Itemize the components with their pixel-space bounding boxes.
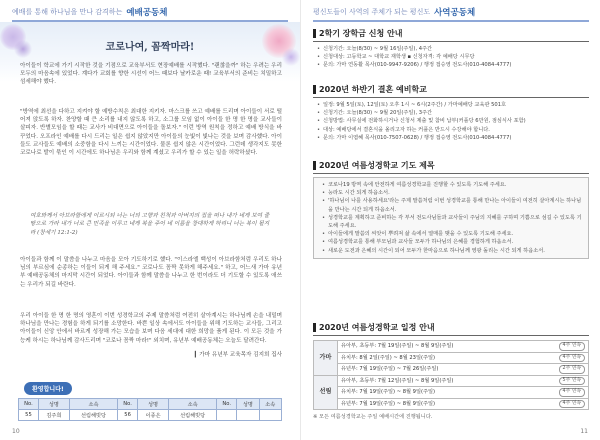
table-row — [19, 410, 282, 421]
duration-badge: 4주 연속 — [559, 400, 585, 409]
article-title: 코로나여, 꼼짝마라! — [105, 42, 195, 53]
table-cell: 김주희 — [38, 410, 69, 421]
prayer-section — [313, 160, 589, 259]
scholarship-section — [313, 28, 589, 70]
right-header-title: 사역공동체 — [434, 8, 476, 18]
table-cell: 선림해빗당 — [69, 410, 117, 421]
duration-badge: 2주 연속 — [559, 365, 585, 374]
schedule-section — [313, 322, 589, 420]
wedding-school-list — [313, 101, 589, 142]
welcome-col-name: 성명 — [138, 399, 169, 410]
duration-badge: 4주 연속 — [559, 388, 585, 397]
article-signature: ▎가마 유년부 교육목자 김지희 집사 — [194, 352, 282, 358]
table-cell — [259, 410, 281, 421]
list-item: • 여름성경학교를 통해 부모님과 교사들 모두가 하나님의 은혜를 경험하게 하옵소서. — [322, 238, 582, 246]
table-row — [314, 398, 589, 410]
wedding-school-section — [313, 84, 589, 142]
table-cell: 이종은 — [138, 410, 169, 421]
schedule-cell: 유치부: 8월 2일(주일) ~ 8월 23일(주일) 4주 연속 — [338, 352, 589, 364]
welcome-badge: 환영합니다! — [24, 382, 72, 395]
duration-badge: 4주 연속 — [559, 342, 585, 351]
table-row — [314, 387, 589, 399]
welcome-col-no: No. — [118, 399, 138, 410]
table-cell — [217, 410, 237, 421]
welcome-col-name: 성명 — [237, 399, 259, 410]
section-title: 2학기 장학금 신청 안내 — [313, 28, 589, 39]
list-item: • 일정: 9월 5일(토), 12일(토) 오후 1시 ~ 6시(2주간) / 가마예배당 교육관 501호 — [317, 101, 589, 109]
left-header — [12, 4, 167, 20]
welcome-col-no: No. — [217, 399, 237, 410]
schedule-cell: 유년부: 7월 19일(주일) ~ 7월 26일(주일) 2주 연속 — [338, 364, 589, 376]
right-header — [313, 4, 475, 20]
section-divider — [313, 335, 589, 336]
list-item: • 아이들에게 말씀의 씨앗이 뿌려져 삶 속에서 열매를 맺을 수 있도록 기도해 주세요. — [322, 230, 582, 238]
table-row — [314, 341, 589, 353]
schedule-note: ※ 모든 여름성경학교는 주일 예배시간에 진행됩니다. — [313, 414, 433, 420]
schedule-table — [313, 340, 589, 410]
list-item: • 문의: 가마 연동활 목사(010-9947-9206) / 행정 접승영 전도사(010-4084-4777) — [317, 61, 589, 69]
schedule-cell: 유치부: 7월 19일(주일) ~ 8월 9일(주일) 4주 연속 — [338, 387, 589, 399]
schedule-cell: 유아부, 초등부: 7월 12일(주일) ~ 8월 9일(주일) 5주 연속 — [338, 375, 589, 387]
duration-badge: 5주 연속 — [559, 377, 585, 386]
table-row — [314, 352, 589, 364]
welcome-col-dept: 소속 — [69, 399, 117, 410]
table-row — [314, 364, 589, 376]
list-item: • 신청기간: 오늘(8/30) ~ 9월 16일(주일), 4주간 — [317, 45, 589, 53]
left-header-title: 예배공동체 — [126, 8, 168, 18]
right-page — [300, 0, 600, 440]
section-divider — [313, 97, 589, 98]
prayer-list — [318, 181, 582, 255]
welcome-col-name: 성명 — [38, 399, 69, 410]
welcome-col-dept: 소속 — [259, 399, 281, 410]
list-item: • 문의: 가마 이엽혜 목사(010-7507-0628) / 행정 접승영 전도사(010-4084-4777) — [317, 134, 589, 142]
list-item: • '하나님이 나를 사용하세요'라는 주제 말씀처럼 이번 성경학교를 통해 만나는 아이들이 여전히 살아계시는 하나님을 만나는 시간 되게 하옵소서. — [322, 197, 582, 213]
page-number-left: 10 — [12, 428, 20, 435]
welcome-section — [18, 376, 282, 421]
welcome-table — [18, 398, 282, 421]
welcome-col-no: No. — [19, 399, 39, 410]
article-paragraph-3: 아이들과 함께 이 말씀을 나누고 마음을 모아 기도하기로 했다. "이스라엘 백성이 아브라함처럼 우리도 하나님의 부르심에 순종하는 이들이 되게 해 주세요." 코로나도 꼼짝 못하게 해주세요." 하고, 어느새 가마 유년부 예배공동체의 마지막 시간이 되었다. 아이들과 함께 말씀을 나누고 한 번이라도 더 기도할 수 있도록 애쓰는 우리가 되길 바란다. — [20, 257, 282, 288]
schedule-cell: 유아부, 초등부: 7월 19일(주일) ~ 8월 9일(주일) 4주 연속 — [338, 341, 589, 353]
table-cell: 56 — [118, 410, 138, 421]
article-paragraph-1: 아이들이 학교에 가기 시작한 것을 기점으로 교육부서도 현장예배를 시작했다. "괜찮을까" 하는 우려는 우리 모두의 마음속에 있었다. 계다가 교회를 향한 시선이 어느 때보다 날카로운 때! 교육부서의 준비는 치밀하고 섬세해야 했다. — [20, 63, 282, 86]
left-header-tag: 예배를 통해 하나님을 만나 감격하는 — [12, 8, 123, 16]
right-header-tag: 평신도들이 사역의 주체가 되는 평신도 — [313, 8, 431, 16]
section-divider — [313, 41, 589, 42]
table-cell: 55 — [19, 410, 39, 421]
right-header-line — [313, 20, 589, 22]
list-item: • 새로운 도전과 은혜의 시간이 되어 모두가 한마음으로 하나님께 영광 돌리는 시간 되게 하옵소서. — [322, 247, 582, 255]
table-cell: 선림해빗당 — [169, 410, 217, 421]
welcome-col-dept: 소속 — [169, 399, 217, 410]
article-paragraph-4: 우리 아이들 한 명 한 명의 영혼이 이번 성경학교의 주제 말씀처럼 여전히 살아계시는 하나님께 손을 내밀며 하나님을 만나는 경험을 하게 되기를 소망한다. 바쁜 일상 속에서도 아이들을 위해 기도하는 교사들, 그리고 아이들이 신앙 안에서 바르게 성장해 가는 모습을 보며 다음 세대에 대한 희망을 품게 된다. 이 모든 것을 가능케 하시는 하나님께 감사드리며 "코로나 꼼짝 마라!" 외치며, 유년부 예배공동체는 오늘도 달려간다. — [20, 313, 282, 344]
page-number-right: 11 — [580, 428, 588, 435]
schedule-group-label: 선림 — [314, 375, 338, 410]
schedule-cell: 유년부: 7월 19일(주일) ~ 8월 9일(주일) 4주 연속 — [338, 398, 589, 410]
scripture-verse: 여호와께서 아브라함에게 이르시되 너는 너의 고향과 친척과 아버지의 집을 떠나 내가 네게 보여 줄 땅으로 가라 내가 너로 큰 민족을 이루고 네게 복을 주어 네 이름을 창대하게 하리니 너는 복이 될지라 (창세기 12:1-2) — [30, 213, 270, 236]
section-title: 2020년 하반기 결혼 예비학교 — [313, 84, 589, 95]
table-row — [314, 375, 589, 387]
section-title: 2020년 여름성경학교 기도 제목 — [313, 160, 589, 171]
section-divider — [313, 173, 589, 174]
list-item: • 신청방법: 사무실에 전화하시거나 신청서 제출 및 참비 납부(커플당 6만원, 점심식사 포함) — [317, 117, 589, 125]
section-title: 2020년 여름성경학교 일정 안내 — [313, 322, 589, 333]
welcome-table-header — [19, 399, 282, 410]
list-item: • 능라도 시간 되게 하옵소서. — [322, 189, 582, 197]
table-cell — [237, 410, 259, 421]
list-item: • 성경학교를 계획하고 준비하는 각 부서 전도사님들과 교사들이 주님의 지혜를 구하며 기쁨으로 섬길 수 있도록 기도해 주세요. — [322, 214, 582, 230]
duration-badge: 4주 연속 — [559, 354, 585, 363]
list-item: • 코로나19 방역 속에 안전하게 여름성경학교를 진행할 수 있도록 기도해 주세요. — [322, 181, 582, 189]
list-item: • 신청기간: 오늘(8/30) ~ 9월 20일(주일), 3주간 — [317, 109, 589, 117]
article-paragraph-2: "방역에 최선을 다하고 지켜야 할 예방수칙은 최대한 지키자. 마스크를 쓰고 예배를 드리며 아이들이 서로 떨어져 앉도록 하자. 찬양할 때 큰 소리를 내지 않도록 하고, 소그룹 모임 없이 아이들 한 명 한 명을 교사들이 살피자. 반별모임을 할 때는 교사가 비대면으로 아이들을 돌보자." 이런 방역 원칙을 정하고 예배 방식을 바꾸었다. 오프라인 예배를 다시 드리는 일은 쉽지 않았지만 아이들의 눈빛이 빛나는 것을 보며 감사했다. 아이들도 교사들도 예배의 소중함을 다시 느끼는 시간이었다. 물론 쉽지 않은 시간이었다. 그런데 생각지도 못한 코로나로 발이 묶인 이 시간에도 하나님은 우리와 함께 계셨고 우리가 할 수 있는 일을 허락하셨다. — [20, 109, 282, 157]
list-item: • 신청대상: 고등학교 ~ 대학교 재학생 ▪ 신청자격: 각 예배당 시무당 — [317, 53, 589, 61]
prayer-box — [313, 177, 589, 259]
list-item: • 대상: 예배당에서 결혼식을 올리고자 하는 커플은 반드시 수강해야 합니다. — [317, 126, 589, 134]
scholarship-list — [313, 45, 589, 70]
schedule-group-label: 가마 — [314, 341, 338, 376]
